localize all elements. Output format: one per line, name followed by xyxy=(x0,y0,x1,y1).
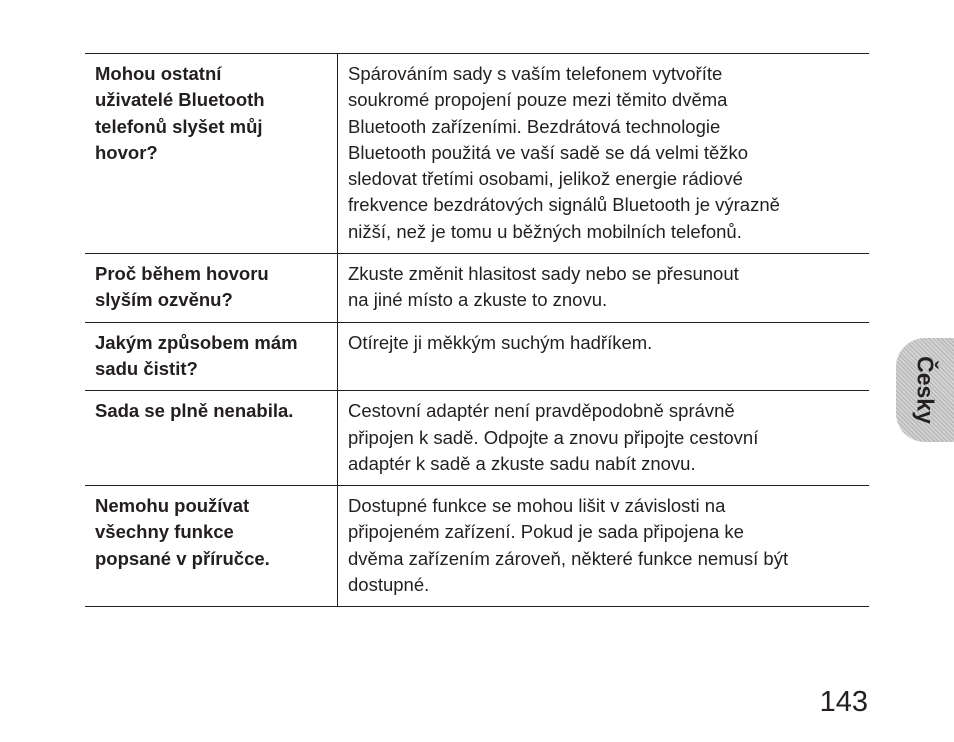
question-cell xyxy=(85,391,338,486)
language-tab-label: Česky xyxy=(912,356,939,424)
answer-cell xyxy=(338,486,870,607)
answer-line: Dostupné funkce se mohou lišit v závislosti na xyxy=(348,495,726,517)
answer-line: dostupné. xyxy=(348,574,430,596)
question-text xyxy=(85,54,337,174)
language-tab xyxy=(896,338,954,442)
question-text xyxy=(85,323,337,391)
question-cell xyxy=(85,254,338,323)
answer-text xyxy=(338,486,869,606)
answer-text xyxy=(338,391,869,485)
faq-row xyxy=(85,54,869,254)
question-line: všechny funkce xyxy=(95,521,234,543)
answer-line: Zkuste změnit hlasitost sady nebo se přesunout xyxy=(348,263,739,285)
answer-line: na jiné místo a zkuste to znovu. xyxy=(348,289,608,311)
question-line: slyším ozvěnu? xyxy=(95,289,233,311)
faq-row xyxy=(85,486,869,607)
answer-text xyxy=(338,54,869,253)
answer-line: soukromé propojení pouze mezi těmito dvěma xyxy=(348,89,728,111)
question-line: hovor? xyxy=(95,141,158,163)
answer-cell xyxy=(338,54,870,254)
question-line: uživatelé Bluetooth xyxy=(95,89,265,111)
faq-row xyxy=(85,254,869,323)
question-text xyxy=(85,254,337,322)
question-text xyxy=(85,391,337,432)
answer-cell xyxy=(338,391,870,486)
faq-table xyxy=(85,53,869,607)
answer-line: Otírejte ji měkkým suchým hadříkem. xyxy=(348,331,653,353)
answer-line: sledovat třetími osobami, jelikož energie rádiové xyxy=(348,168,743,190)
answer-text xyxy=(338,254,869,322)
question-line: telefonů slyšet můj xyxy=(95,115,263,137)
answer-line: frekvence bezdrátových signálů Bluetooth je výrazně xyxy=(348,194,780,216)
question-line: Nemohu používat xyxy=(95,495,250,517)
question-cell xyxy=(85,322,338,391)
question-cell xyxy=(85,486,338,607)
question-text xyxy=(85,486,337,580)
page-number: 143 xyxy=(819,686,868,718)
answer-line: dvěma zařízením zároveň, některé funkce nemusí být xyxy=(348,547,789,569)
answer-cell xyxy=(338,254,870,323)
question-line: popsané v příručce. xyxy=(95,547,270,569)
answer-line: Cestovní adaptér není pravděpodobně správně xyxy=(348,400,735,422)
answer-line: Bluetooth zařízeními. Bezdrátová technologie xyxy=(348,115,721,137)
faq-row xyxy=(85,391,869,486)
question-line: Jakým způsobem mám xyxy=(95,331,298,353)
question-line: sadu čistit? xyxy=(95,357,198,379)
question-line: Sada se plně nenabila. xyxy=(95,400,294,422)
answer-line: Spárováním sady s vaším telefonem vytvoříte xyxy=(348,63,723,84)
answer-line: připojeném zařízení. Pokud je sada připojena ke xyxy=(348,521,744,543)
question-line: Mohou ostatní xyxy=(95,63,222,84)
question-line: Proč během hovoru xyxy=(95,263,269,285)
answer-line: nižší, než je tomu u běžných mobilních telefonů. xyxy=(348,220,742,242)
answer-text xyxy=(338,323,869,364)
answer-line: adaptér k sadě a zkuste sadu nabít znovu. xyxy=(348,452,696,474)
faq-row xyxy=(85,322,869,391)
answer-cell xyxy=(338,322,870,391)
answer-line: Bluetooth použitá ve vaší sadě se dá velmi těžko xyxy=(348,141,749,163)
answer-line: připojen k sadě. Odpojte a znovu připojte cestovní xyxy=(348,426,759,448)
question-cell xyxy=(85,54,338,254)
